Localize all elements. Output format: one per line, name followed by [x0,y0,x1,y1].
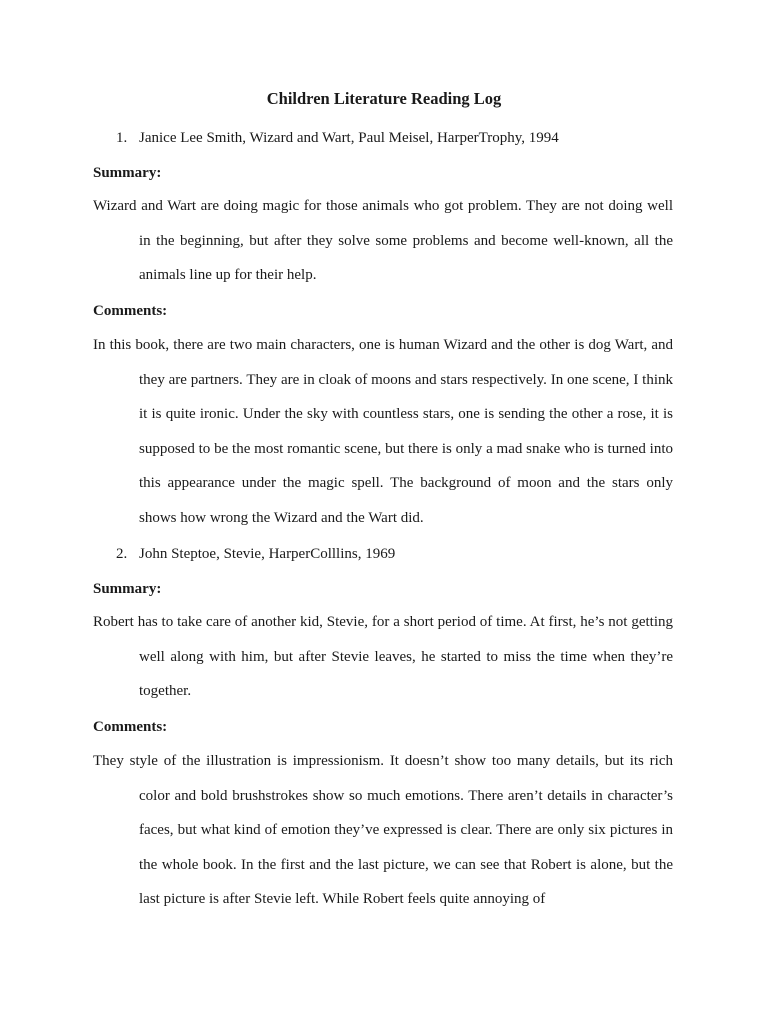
entry-citation [116,128,559,148]
entry-number: 1. [116,130,128,146]
comments-label: Comments: [93,303,168,319]
summary-label: Summary: [93,581,162,597]
entry-number: 2. [116,546,128,562]
comments-label: Comments: [93,719,168,735]
summary-paragraph: Wizard and Wart are doing magic for those animals who got problem. They are not doing well in the beginning, but after they solve some problems and become well-known, all the animals line up for their help. [93,198,673,284]
summary-paragraph: Robert has to take care of another kid, Stevie, for a short period of time. At first, he’s not getting well along with him, but after Stevie leaves, he started to miss the time when they’re together. [93,614,673,700]
document-title: Children Literature Reading Log [266,89,502,108]
citation-text: John Steptoe, Stevie, HarperColllins, 1969 [139,546,396,562]
citation-text: Janice Lee Smith, Wizard and Wart, Paul Meisel, HarperTrophy, 1994 [139,130,559,146]
comments-paragraph: They style of the illustration is impressionism. It doesn’t show too many details, but its rich color and bold brushstrokes show so much emotions. There aren’t details in character’s faces, but what kind of emotion they’ve expressed is clear. There are only six pictures in the whole book. In the first and the last picture, we can see that Robert is alone, but the last picture is after Stevie left. While Robert feels quite annoying of [93,753,673,908]
summary-label: Summary: [93,165,162,181]
comments-paragraph: In this book, there are two main characters, one is human Wizard and the other is dog Wart, and they are partners. They are in cloak of moons and stars respectively. In one scene, I think it is quite ironic. Under the sky with countless stars, one is sending the other a rose, it is supposed to be the most romantic scene, but there is only a mad snake who is turned into this appearance under the magic spell. The background of moon and the stars only shows how wrong the Wizard and the Wart did. [93,337,673,526]
entry-citation [116,544,395,564]
